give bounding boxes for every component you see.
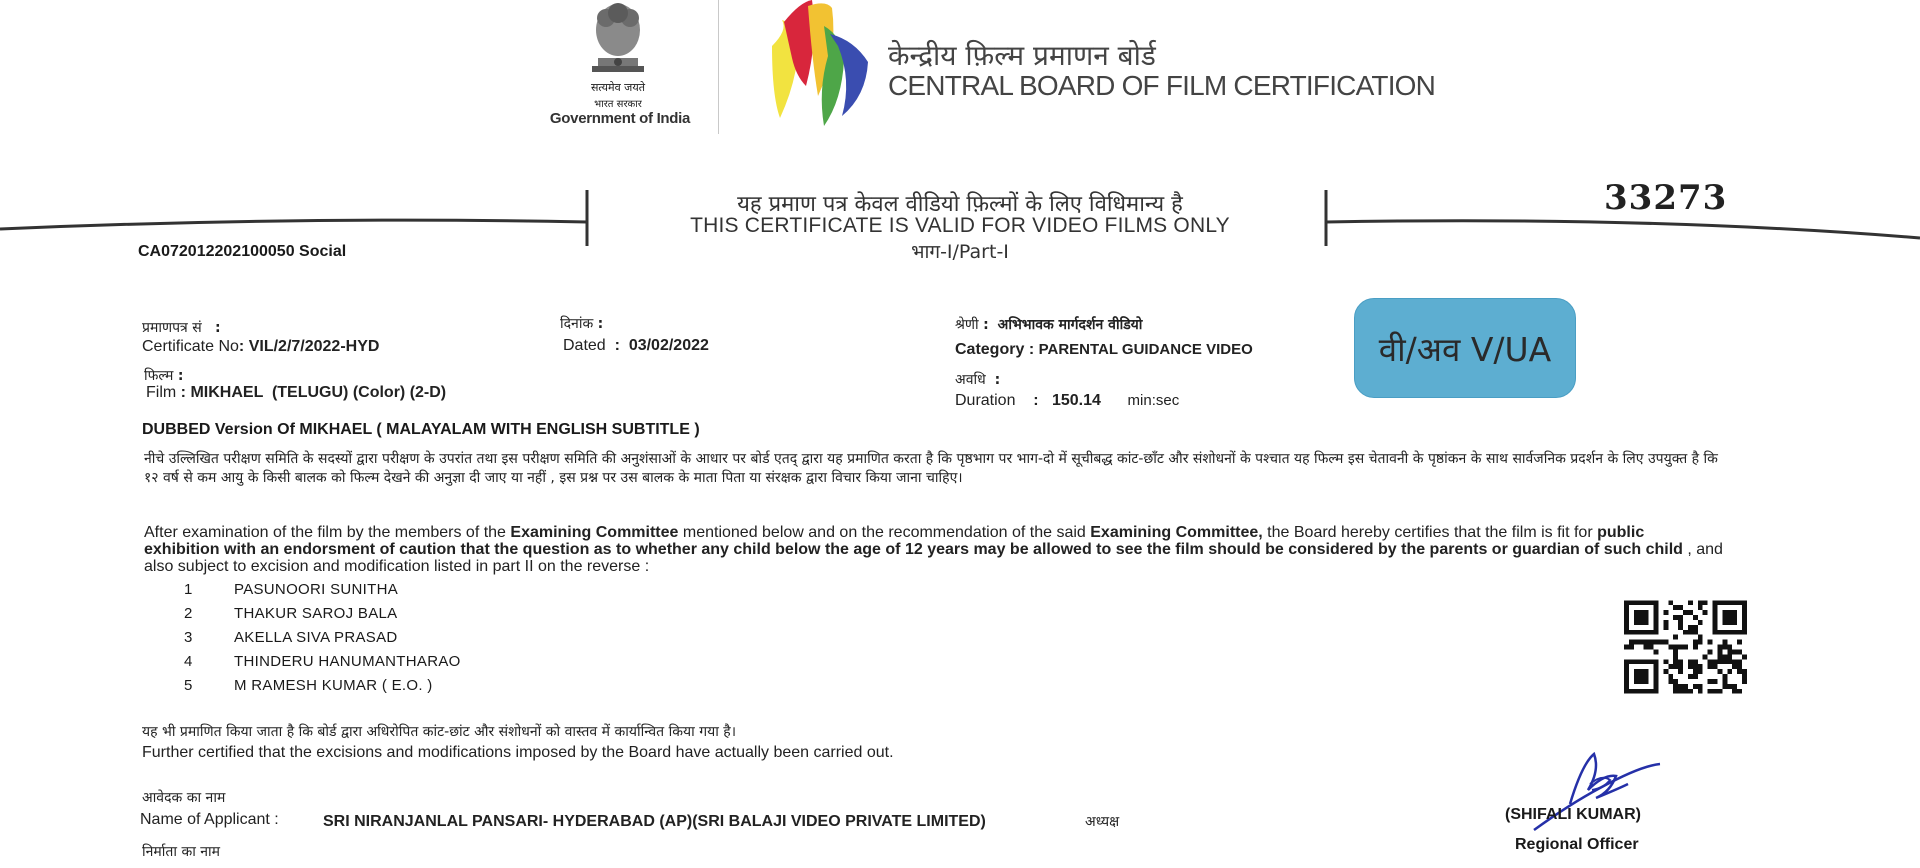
officer-title: Regional Officer: [1515, 836, 1639, 853]
certificate-category-badge: वी/अव V/UA: [1354, 298, 1576, 398]
certificate-no-label-hi: प्रमाणपत्र सं :: [142, 320, 221, 336]
certification-text-hindi: नीचे उल्लिखित परीक्षण समिति के सदस्यों द्वारा परीक्षण के उपरांत तथा इस परीक्षण समिति की अनुशंसाओं के आधार पर बोर्ड एतद् द्वारा यह प्रमाणित करता है कि पृष्ठभाग पर भाग-दो में सूचीबद्ध कांट-छाँट और संशोधनों के पश्चात यह फिल्म इस चेतावनी के पृष्ठांकन के साथ सार्वजनिक प्रदर्शन के लिए उपयुक्त है कि १२ वर्ष से कम आयु के किसी बालक को फिल्म देखने की अनुज्ञा दी जाए या नहीं , इस प्रश्न पर उस बालक के माता पिता या संरक्षक द्वारा विचार किया जाना चाहिए।: [144, 451, 1718, 486]
reference-number: CA072012202100050 Social: [138, 243, 347, 260]
emblem-motto: सत्यमेव जयते: [590, 81, 645, 94]
board-name-english: CENTRAL BOARD OF FILM CERTIFICATION: [888, 70, 1436, 101]
validity-hindi: यह प्रमाण पत्र केवल वीडियो फ़िल्मों के लिए विधिमान्य है: [737, 192, 1183, 217]
member-number: 2: [184, 605, 193, 622]
government-label: Government of India: [549, 110, 691, 127]
validity-english: THIS CERTIFICATE IS VALID FOR VIDEO FILMS ONLY: [690, 214, 1230, 237]
member-name: PASUNOORI SUNITHA: [234, 581, 399, 598]
film-field: Film : MIKHAEL (TELUGU) (Color) (2-D): [146, 384, 447, 401]
producer-label-hi: निर्माता का नाम: [142, 844, 221, 860]
board-name-hindi: केन्द्रीय फ़िल्म प्रमाणन बोर्ड: [888, 39, 1156, 72]
category-field: Category : PARENTAL GUIDANCE VIDEO: [955, 341, 1253, 358]
officer-name: (SHIFALI KUMAR): [1505, 806, 1641, 823]
date-field: Dated : 03/02/2022: [563, 337, 709, 354]
dubbed-version: DUBBED Version Of MIKHAEL ( MALAYALAM WITH ENGLISH SUBTITLE ): [142, 421, 700, 438]
member-name: THAKUR SAROJ BALA: [234, 605, 398, 622]
applicant-label: Name of Applicant :: [140, 811, 279, 828]
qr-code-icon: [1624, 600, 1747, 694]
member-name: AKELLA SIVA PRASAD: [234, 629, 398, 646]
member-name: THINDERU HANUMANTHARAO: [234, 653, 461, 670]
chairperson-label-hi: अध्यक्ष: [1085, 814, 1120, 830]
header-divider: [718, 0, 719, 134]
date-label-hi: दिनांक :: [560, 316, 604, 332]
further-certified-hindi: यह भी प्रमाणित किया जाता है कि बोर्ड द्वारा अधिरोपित कांट-छांट और संशोधनों को वास्तव में कार्यान्वित किया गया है।: [142, 724, 737, 740]
certificate-no-field: Certificate No: VIL/2/7/2022-HYD: [142, 338, 380, 355]
cbfc-logo-icon: [768, 0, 878, 128]
member-number: 1: [184, 581, 193, 598]
applicant-name: SRI NIRANJANLAL PANSARI- HYDERABAD (AP)(SRI BALAJI VIDEO PRIVATE LIMITED): [323, 813, 986, 830]
further-certified-english: Further certified that the excisions and modifications imposed by the Board have actually been carried out.: [142, 744, 894, 761]
member-name: M RAMESH KUMAR ( E.O. ): [234, 677, 433, 694]
validity-part: भाग-I/Part-I: [911, 241, 1009, 263]
applicant-label-hi: आवेदक का नाम: [142, 790, 226, 806]
national-emblem-icon: [578, 0, 658, 86]
film-label-hi: फिल्म :: [144, 368, 184, 384]
emblem-govt-hi: भारत सरकार: [594, 99, 642, 110]
duration-field: Duration : 150.14 min:sec: [955, 392, 1180, 409]
certification-text-english: After examination of the film by the members of the Examining Committee mentioned below and on the recommendation of the said Examining Committee, the Board hereby certifies that the film is fit for public exhibition with an endorsment of caution that the question as to whether any child below the age of 12 years may be allowed to see the film should be considered by the parents or guardian of such child , and also subject to excision and modification listed in part II on the reverse :: [144, 524, 1723, 575]
member-number: 4: [184, 653, 193, 670]
category-hi: श्रेणी : अभिभावक मार्गदर्शन वीडियो: [955, 317, 1143, 333]
serial-number: 33273: [1604, 178, 1728, 218]
member-number: 3: [184, 629, 193, 646]
duration-label-hi: अवधि :: [955, 372, 1001, 388]
member-number: 5: [184, 677, 193, 694]
